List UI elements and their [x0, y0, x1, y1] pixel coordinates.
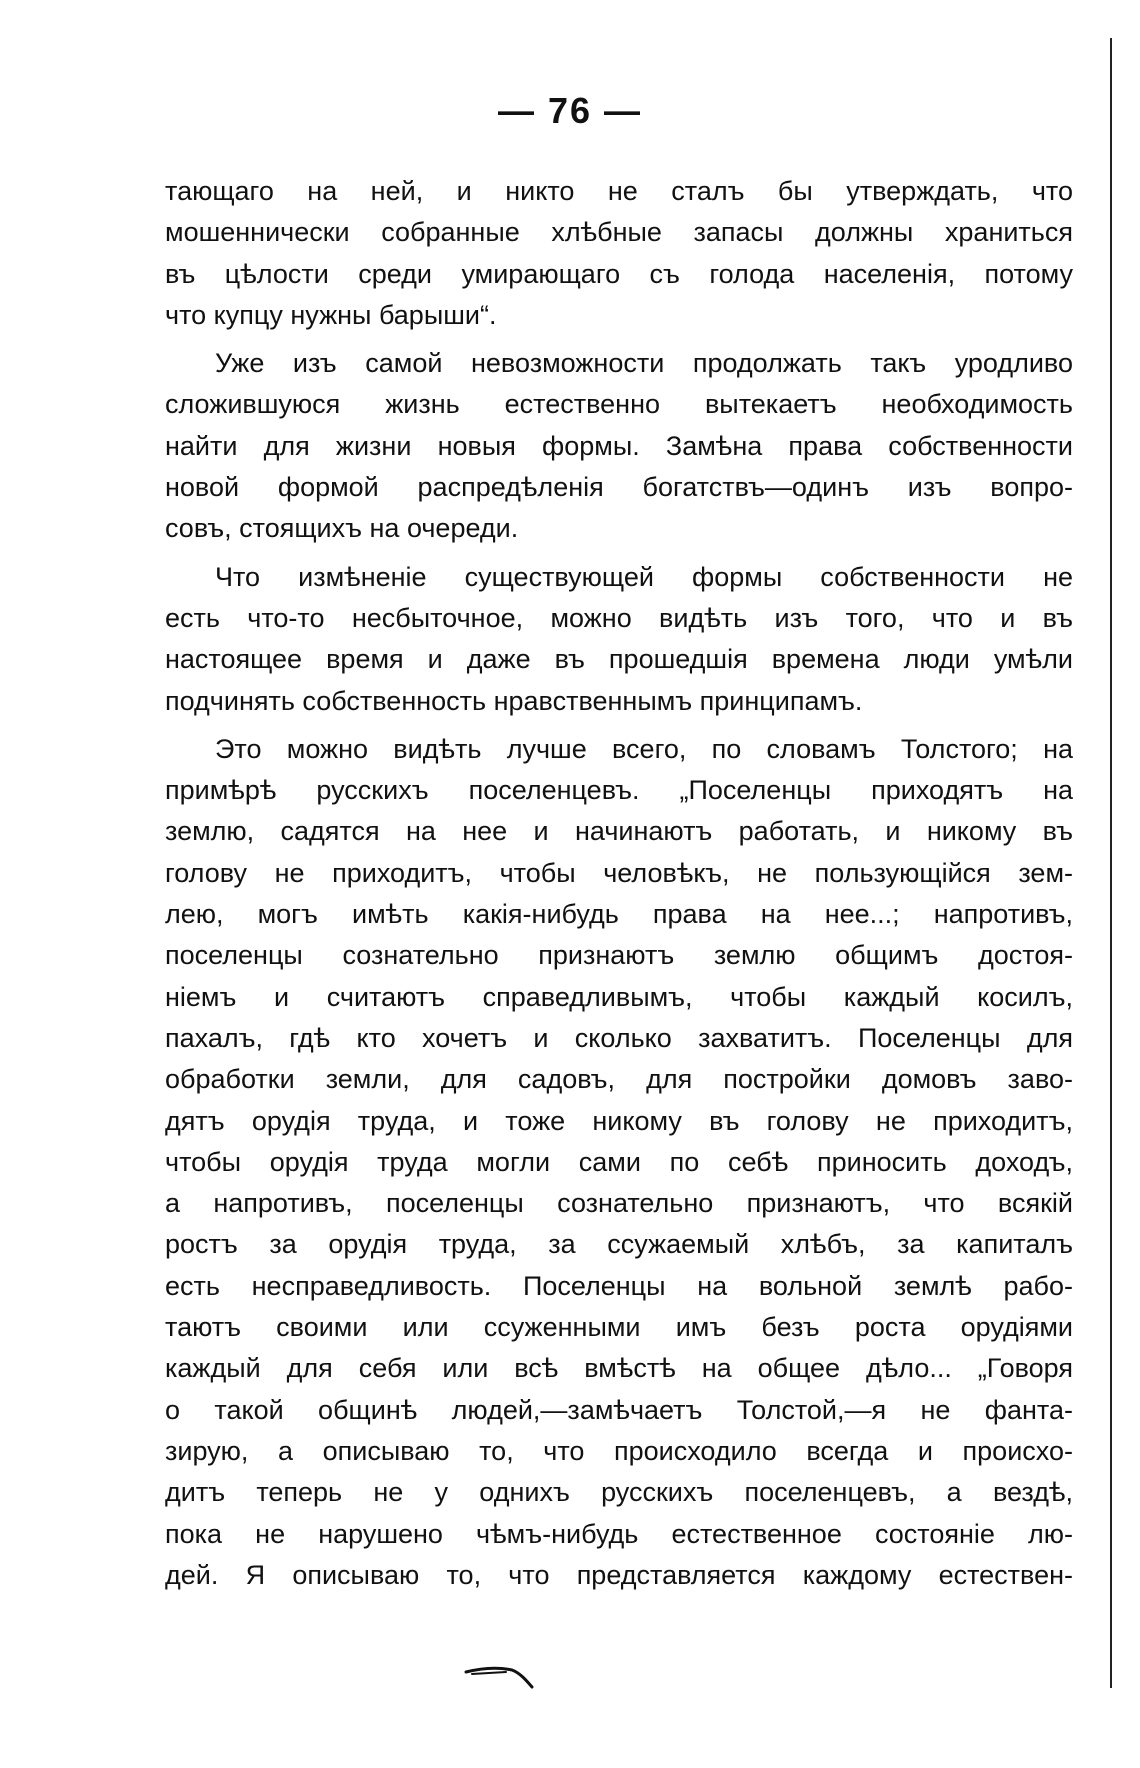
text-line: есть несправедливость. Поселенцы на вольной землѣ рабо-	[165, 1270, 1073, 1301]
page-number: — 76 —	[497, 90, 643, 131]
text-line: тающаго на ней, и никто не сталъ бы утверждать, что	[165, 176, 1073, 206]
text-line: совъ, стоящихъ на очереди.	[165, 513, 519, 544]
paragraph-4	[165, 729, 1073, 1596]
text-line: о такой общинѣ людей,—замѣчаетъ Толстой,—я не фанта-	[165, 1394, 1073, 1425]
paragraph-3	[165, 557, 1073, 722]
text-line: ростъ за орудія труда, за ссужаемый хлѣбъ, за капиталъ	[165, 1229, 1073, 1260]
body-text	[165, 171, 1073, 1596]
page-edge-rule	[1110, 38, 1112, 1688]
text-line: сложившуюся жизнь естественно вытекаетъ необходимость	[165, 389, 1073, 420]
text-line: настоящее время и даже въ прошедшія времена люди умѣли	[165, 644, 1073, 675]
text-line: обработки земли, для садовъ, для постройки домовъ заво-	[165, 1064, 1073, 1095]
text-line: въ цѣлости среди умирающаго съ голода населенія, потому	[165, 258, 1073, 289]
text-line: чтобы орудія труда могли сами по себѣ приносить доходъ,	[165, 1146, 1073, 1177]
text-line: зирую, а описываю то, что происходило всегда и происхо-	[165, 1435, 1073, 1466]
text-line: ніемъ и считаютъ справедливымъ, чтобы каждый косилъ,	[165, 981, 1073, 1012]
text-line: каждый для себя или всѣ вмѣстѣ на общее дѣло... „Говоря	[165, 1353, 1073, 1384]
text-line: подчинять собственность нравственнымъ принципамъ.	[165, 685, 863, 716]
text-line: лею, могъ имѣть какія-нибудь права на нее...; напротивъ,	[165, 899, 1073, 930]
text-line: дятъ орудія труда, и тоже никому въ голову не приходитъ,	[165, 1105, 1073, 1136]
text-line: найти для жизни новыя формы. Замѣна права собственности	[165, 430, 1073, 461]
text-line: а напротивъ, поселенцы сознательно признаютъ, что всякій	[165, 1188, 1073, 1219]
text-line: мошеннически собранные хлѣбные запасы должны храниться	[165, 217, 1073, 248]
text-line: дитъ теперь не у однихъ русскихъ поселенцевъ, а вездѣ,	[165, 1477, 1073, 1508]
text-line: дей. Я описываю то, что представляется каждому естествен-	[165, 1559, 1073, 1590]
text-line: примѣрѣ русскихъ поселенцевъ. „Поселенцы приходятъ на	[165, 775, 1073, 806]
text-line: Уже изъ самой невозможности продолжать такъ уродливо	[215, 348, 1073, 379]
text-line: что купцу нужны барыши“.	[165, 299, 497, 330]
paragraph-2	[165, 343, 1073, 549]
text-line: поселенцы сознательно признаютъ землю общимъ достоя-	[165, 940, 1073, 971]
text-line: таютъ своими или ссуженными имъ безъ роста орудіями	[165, 1312, 1073, 1343]
text-line: голову не приходитъ, чтобы человѣкъ, не пользующійся зем-	[165, 857, 1073, 888]
text-line: новой формой распредѣленія богатствъ—одинъ изъ вопро-	[165, 472, 1073, 503]
text-line: землю, садятся на нее и начинаютъ работать, и никому въ	[165, 816, 1073, 847]
paragraph-1	[165, 171, 1073, 336]
text-line: пока не нарушено чѣмъ-нибудь естественное состояніе лю-	[165, 1518, 1073, 1549]
ink-mark-icon	[462, 1660, 542, 1690]
text-line: Это можно видѣть лучше всего, по словамъ Толстого; на	[215, 733, 1073, 764]
text-line: пахалъ, гдѣ кто хочетъ и сколько захватитъ. Поселенцы для	[165, 1022, 1073, 1053]
text-line: есть что-то несбыточное, можно видѣть изъ того, что и въ	[165, 602, 1073, 633]
text-line: Что измѣненіе существующей формы собственности не	[215, 561, 1073, 592]
